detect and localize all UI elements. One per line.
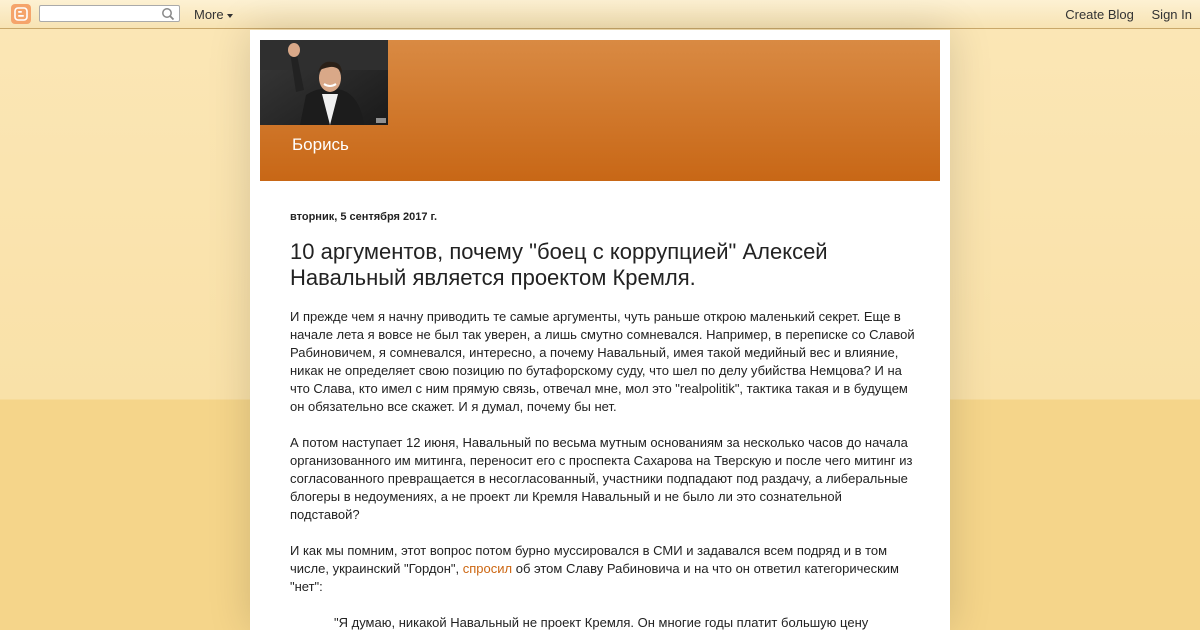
asked-link[interactable]: спросил bbox=[462, 561, 513, 576]
post-paragraph bbox=[290, 542, 915, 596]
navbar-right-links bbox=[1051, 7, 1192, 22]
more-menu-button[interactable] bbox=[194, 7, 233, 22]
caret-down-icon bbox=[227, 14, 233, 18]
content-column bbox=[250, 30, 950, 630]
paragraph-text: И как мы помним, этот вопрос потом бурно муссировался в СМИ и задавался всем подряд и в том числе, украинский "Гордон", bbox=[290, 543, 888, 576]
more-menu-label: More bbox=[194, 7, 224, 22]
post-date: вторник, 5 сентября 2017 г. bbox=[290, 211, 438, 223]
blog-title[interactable]: Борись bbox=[292, 135, 349, 154]
header-photo[interactable] bbox=[260, 40, 388, 125]
create-blog-link[interactable]: Create Blog bbox=[1065, 7, 1134, 22]
sign-in-link[interactable]: Sign In bbox=[1151, 7, 1192, 22]
post-paragraph: И прежде чем я начну приводить те самые аргументы, чуть раньше открою маленький секрет. Еще в начале лета я вовсе не был так уверен, а лишь смутно сомневался. Например, в переписке со Славой Рабиновичем, я сомневался, интересно, а почему Навальный, имея такой медийный вес и влияние, никак не определяет свою позицию по бутафорскому суду, что шел по делу убийства Немцова? И на что Слава, кто имел с ним прямую связь, отвечал мне, мол это "realpolitik", тактика такая и в будущем он обязательно все скажет. И я думал, почему бы нет. bbox=[290, 309, 915, 414]
search-field[interactable] bbox=[39, 5, 180, 22]
search-icon[interactable] bbox=[161, 7, 175, 21]
post-paragraph: А потом наступает 12 июня, Навальный по весьма мутным основаниям за несколько часов до начала организованного им митинга, переносит его с проспекта Сахарова на Тверскую и после чего митинг из согласованного превращается в несогласованный, участники подпадают под раздачу, а либеральные блогеры в недоумениях, а не проект ли Кремля Навальный и не было ли это сознательной подставой? bbox=[290, 435, 913, 522]
post-quote: "Я думаю, никакой Навальный не проект Кремля. Он многие годы платит большую цену bbox=[334, 615, 869, 630]
post-title: 10 аргументов, почему "боец с коррупцией" Алексей Навальный является проектом Кремля. bbox=[290, 239, 828, 290]
blogger-logo-icon[interactable] bbox=[11, 4, 31, 24]
blog-header bbox=[260, 40, 940, 181]
navbar bbox=[0, 0, 1200, 29]
search-input[interactable] bbox=[44, 7, 163, 23]
paragraph-text: об этом Славу Рабиновича и на что он ответил категорическим "нет": bbox=[290, 561, 899, 594]
post-body bbox=[290, 308, 915, 630]
